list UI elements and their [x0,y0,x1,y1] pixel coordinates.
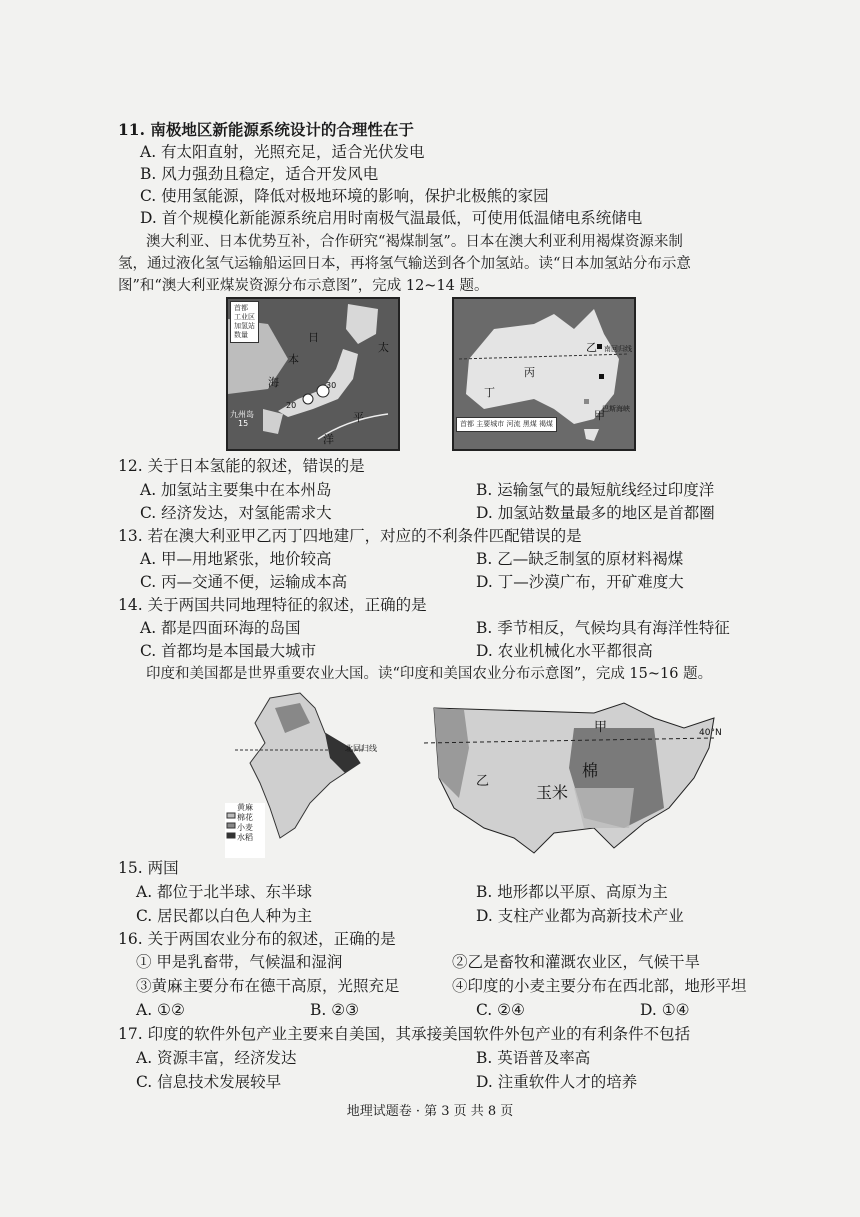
q12-option-b: B. 运输氢气的最短航线经过印度洋 [476,481,715,499]
q16-option-b: B. ②③ [310,1001,360,1019]
legend-station: 加氢站 [234,322,255,330]
q16-statement-1: ① 甲是乳畜带，气候温和湿润 [136,953,343,971]
japan-label-hai: 海 [268,376,279,389]
japan-label-yang: 洋 [323,433,334,446]
usa-agri-map [424,688,724,858]
legend-industrial: 工业区 [234,313,255,321]
q11-option-c: C. 使用氢能源，降低对极地环境的影响，保护北极熊的家园 [140,187,549,205]
q16-option-a: A. ①② [136,1001,185,1019]
q17-option-a: A. 资源丰富，经济发达 [136,1049,297,1067]
india-label-tropic: 北回归线 [345,744,377,753]
aus-label-ding: 丁 [484,386,495,399]
legend-black-coal: 黑煤 [522,420,537,428]
india-legend-wheat: 小麦 [237,823,253,832]
legend-river: 河流 [506,420,521,428]
q11-option-d: D. 首个规模化新能源系统启用时南极气温最低，可使用低温储电系统储电 [140,209,643,227]
intro12-line3: 图”和“澳大利亚煤炭资源分布示意图”，完成 12~14 题。 [118,278,489,294]
usa-label-jia: 甲 [594,720,608,735]
aus-label-bing: 丙 [524,366,535,379]
intro15: 印度和美国都是世界重要农业大国。读“印度和美国农业分布示意图”，完成 15~16 题。 [146,666,713,682]
q17-stem: 17. 印度的软件外包产业主要来自美国，其承接美国软件外包产业的有利条件不包括 [118,1025,691,1043]
q15-option-d: D. 支柱产业都为高新技术产业 [476,907,684,925]
q16-statement-4: ④印度的小麦主要分布在西北部，地形平坦 [452,977,747,995]
india-agri-map [225,688,395,858]
q12-stem: 12. 关于日本氢能的叙述，错误的是 [118,457,365,475]
japan-label-ri: 日 [308,331,319,344]
aus-label-jia: 甲 [594,409,605,422]
q13-option-b: B. 乙—缺乏制氢的原材料褐煤 [476,550,684,568]
q12-option-a: A. 加氢站主要集中在本州岛 [140,481,332,499]
usa-label-lat: 40°N [699,728,722,738]
q13-option-c: C. 丙—交通不便，运输成本高 [140,573,348,591]
aus-label-yi: 乙 [586,341,597,354]
q16-stem: 16. 关于两国农业分布的叙述，正确的是 [118,930,396,948]
legend-capital: 首都 [460,420,474,428]
q11-option-b: B. 风力强劲且稳定，适合开发风电 [140,165,379,183]
page-footer: 地理试题卷 · 第 3 页 共 8 页 [346,1104,514,1119]
q15-option-b: B. 地形都以平原、高原为主 [476,883,668,901]
usa-map-graphic [424,688,724,858]
australia-coal-map [452,297,636,451]
japan-label-kyushu-n: 15 [238,419,249,428]
q15-stem: 15. 两国 [118,859,179,877]
q11-stem: 11. 南极地区新能源系统设计的合理性在于 [118,120,414,139]
legend-city: 主要城市 [476,420,505,428]
q15-option-c: C. 居民都以白色人种为主 [136,907,313,925]
q12-option-d: D. 加氢站数量最多的地区是首都圈 [476,504,715,522]
usa-label-handwritten-1: 玉米 [536,783,569,802]
intro12-line2: 氢，通过液化氢气运输船运回日本，再将氢气输送到各个加氢站。读“日本加氢站分布示意 [118,256,691,272]
legend-brown-coal: 褐煤 [538,420,553,428]
q13-option-d: D. 丁—沙漠广布，开矿难度大 [476,573,684,591]
australia-map-legend [456,417,557,432]
q17-option-c: C. 信息技术发展较早 [136,1073,282,1091]
q16-statement-2: ②乙是畜牧和灌溉农业区，气候干旱 [452,953,701,971]
q14-option-d: D. 农业机械化水平都很高 [476,642,653,660]
q14-stem: 14. 关于两国共同地理特征的叙述，正确的是 [118,596,427,614]
aus-label-bass: 巴斯海峡 [602,405,630,413]
india-legend-cotton: 棉花 [237,813,253,822]
q13-stem: 13. 若在澳大利亚甲乙丙丁四地建厂，对应的不利条件匹配错误的是 [118,527,582,545]
japan-label-ping: 平 [353,411,364,424]
q16-statement-3: ③黄麻主要分布在德干高原，光照充足 [136,977,400,995]
q17-option-d: D. 注重软件人才的培养 [476,1073,638,1091]
q16-option-c: C. ②④ [476,1001,525,1019]
japan-hydrogen-map [226,297,400,451]
q17-option-b: B. 英语普及率高 [476,1049,591,1067]
q13-option-a: A. 甲—用地紧张，地价较高 [140,550,332,568]
japan-map-legend [230,301,259,343]
japan-label-n20: 20 [286,401,297,410]
q16-option-d: D. ①④ [640,1001,690,1019]
q14-option-c: C. 首都均是本国最大城市 [140,642,317,660]
legend-count: 数量 [234,331,248,339]
q11-option-a: A. 有太阳直射，光照充足，适合光伏发电 [140,143,425,161]
india-legend-jute: 黄麻 [237,803,253,812]
japan-label-ben: 本 [288,353,299,366]
q14-option-a: A. 都是四面环海的岛国 [140,619,301,637]
japan-label-kyushu: 九州岛 [230,410,254,419]
intro12-line1: 澳大利亚、日本优势互补，合作研究“褐煤制氢”。日本在澳大利亚利用褐煤资源来制 [146,234,683,250]
usa-label-yi: 乙 [476,774,490,789]
india-legend-rice: 水稻 [237,833,253,842]
usa-label-handwritten-2: 棉 [582,761,599,780]
q15-option-a: A. 都位于北半球、东半球 [136,883,313,901]
q14-option-b: B. 季节相反，气候均具有海洋性特征 [476,619,730,637]
legend-capital: 首都 [234,304,248,312]
aus-label-tropic: 南回归线 [604,345,632,353]
japan-label-tai: 太 [378,341,389,354]
japan-label-n30: 30 [326,381,337,390]
q12-option-c: C. 经济发达，对氢能需求大 [140,504,332,522]
